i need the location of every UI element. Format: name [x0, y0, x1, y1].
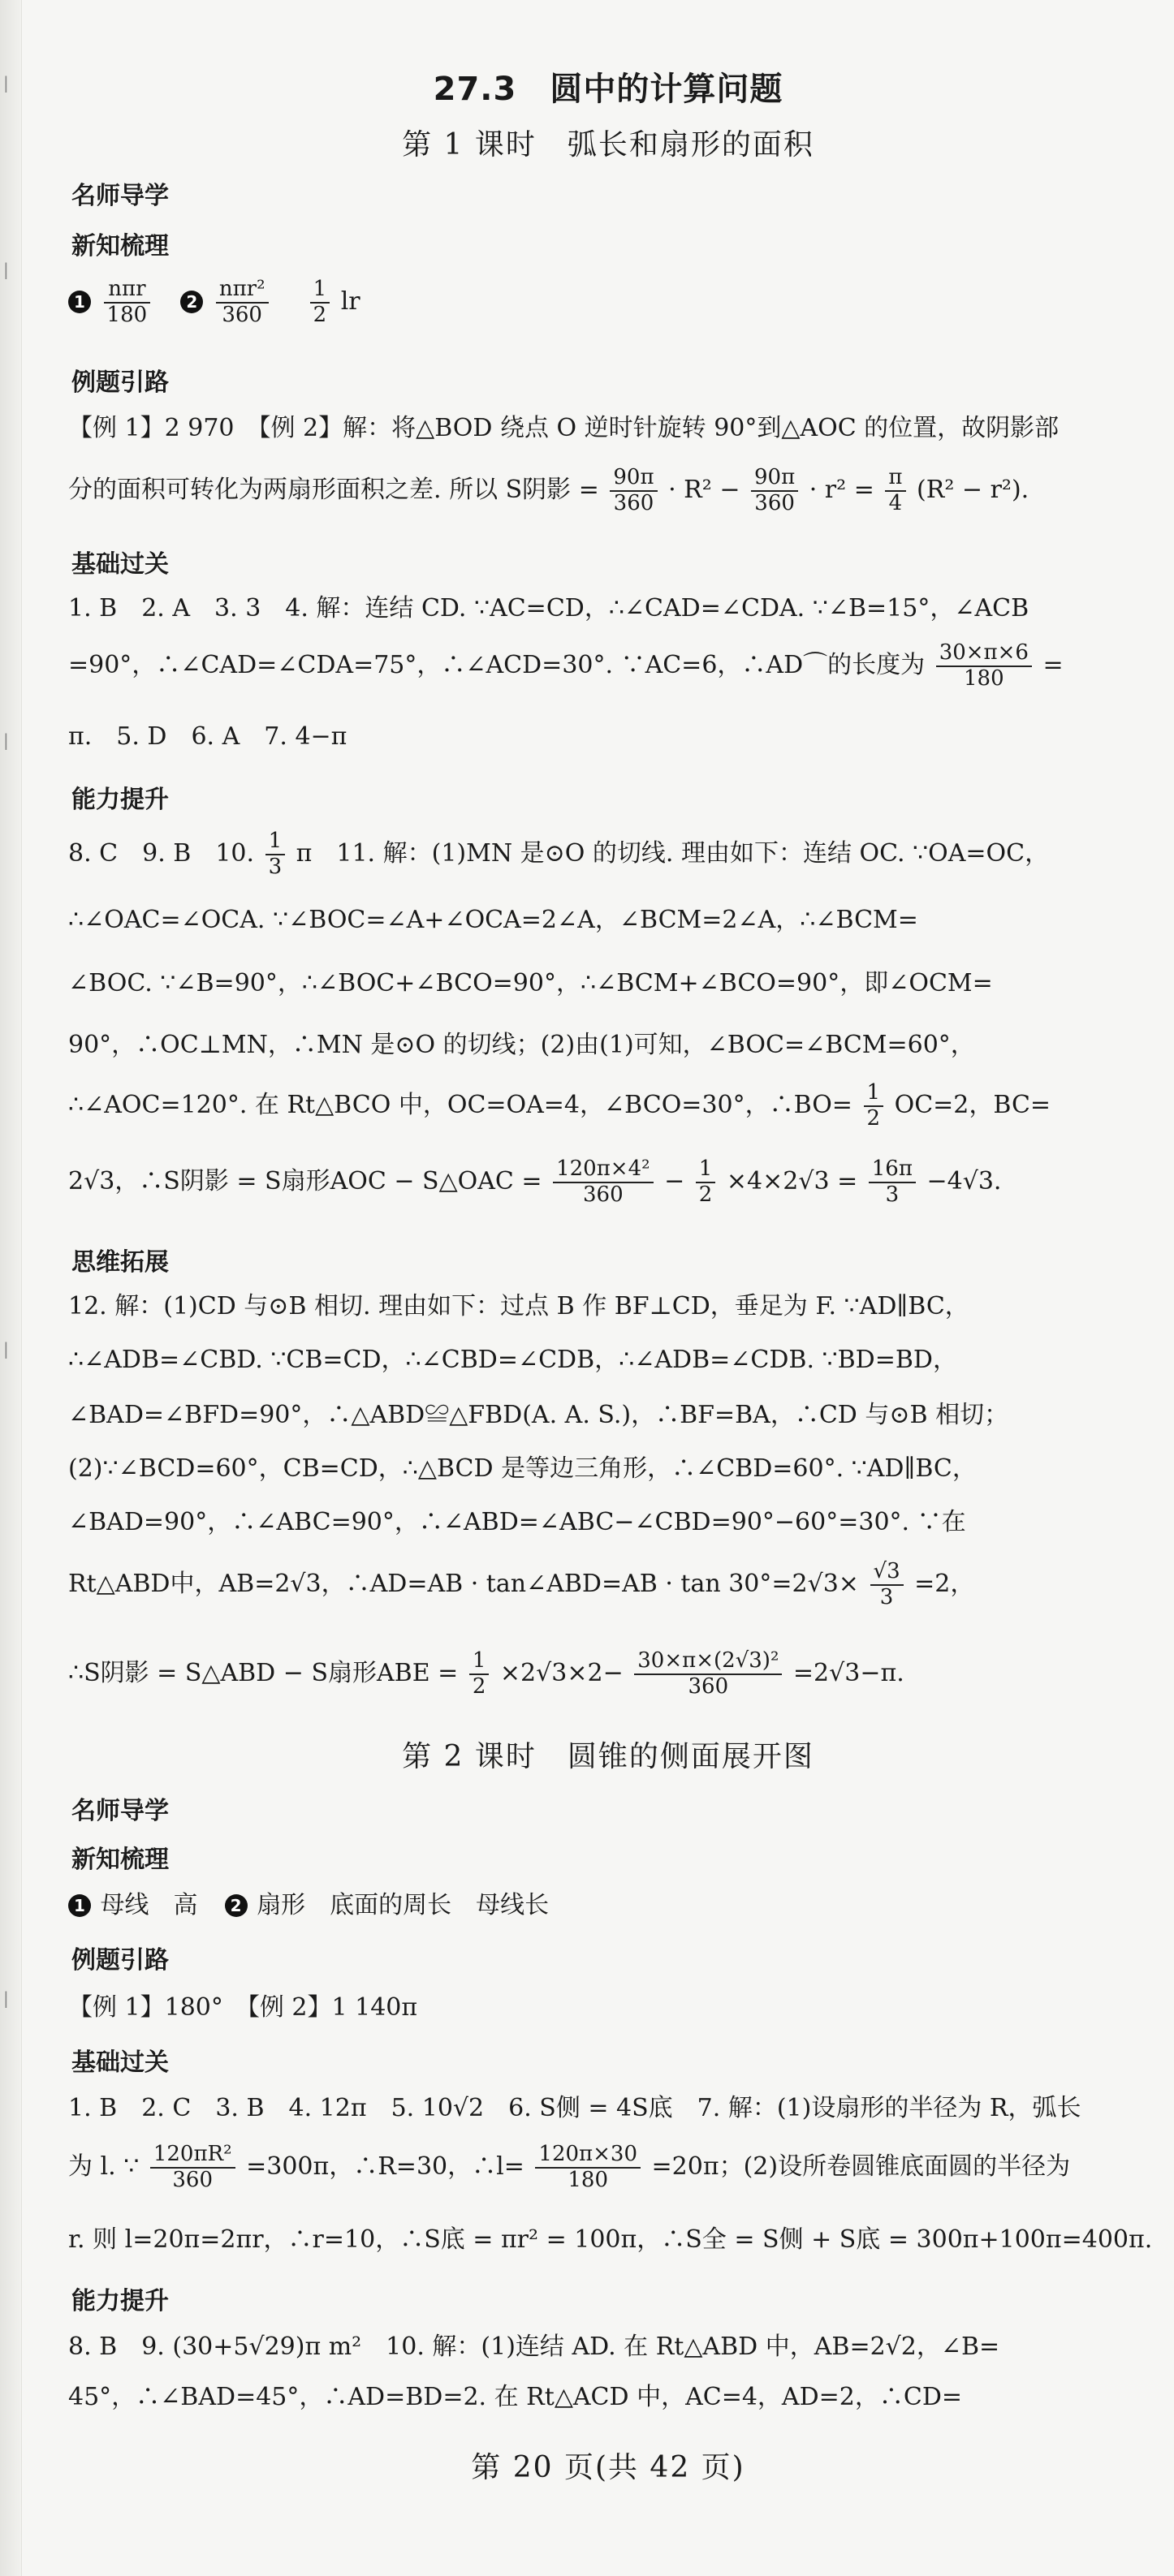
binding-mark: |: [3, 730, 9, 750]
binding-mark: |: [3, 260, 9, 279]
section-guide: 名师导学: [71, 182, 169, 210]
text-line: ∴∠ADB=∠CBD. ∵CB=CD，∴∠CBD=∠CDB，∴∠ADB=∠CDB. ∵BD=BD，: [68, 1346, 957, 1374]
section-example: 例题引路: [71, 368, 169, 397]
text-line: π. 5. D 6. A 7. 4−π: [68, 722, 347, 751]
number-badge: 2: [225, 1894, 248, 1917]
section-ability: 能力提升: [71, 2287, 169, 2315]
binding-mark: |: [3, 73, 9, 93]
text-line: ∴∠OAC=∠OCA. ∵∠BOC=∠A+∠OCA=2∠A，∠BCM=2∠A，∴∠BCM=: [68, 906, 918, 934]
text-line: ∠BOC. ∵∠B=90°，∴∠BOC+∠BCO=90°，∴∠BCM+∠BCO=90°，即∠OCM=: [68, 969, 993, 997]
text-line: r. 则 l=20π=2πr，∴r=10，∴S底 = πr² = 100π，∴S全 = S侧 + S底 = 300π+100π=400π.: [68, 2225, 1153, 2254]
text-line: 2√3，∴S阴影 = S扇形AOC − S△OAC = $\frac{\text{120π×4²}}{360}$ − $\frac{1}{2}$ ×4×2√3 = $\frac{16\pi}{3}$ −4√3.: [68, 1157, 1002, 1207]
section-extend: 思维拓展: [71, 1248, 169, 1277]
text-line: 【例 1】180° 【例 2】1 140π: [68, 1993, 418, 2022]
fraction: $\frac{\text{nπr²}}{360}$: [216, 278, 269, 328]
new-knowledge-items: 1 母线 高 2 扇形 底面的周长 母线长: [68, 1891, 1148, 1920]
text-segment: lr: [340, 286, 360, 316]
number-badge: 1: [68, 291, 91, 313]
text-line: Rt△ABD中，AB=2√3，∴AD=AB · tan∠ABD=AB · tan 30°=2√3× $\frac{√3}{3}$ =2，: [68, 1559, 975, 1609]
text-line: 【例 1】2 970 【例 2】解：将△BOD 绕点 O 逆时针旋转 90°到△AOC 的位置，故阴影部: [68, 414, 1060, 442]
document-page: [68, 57, 1153, 2557]
section-example: 例题引路: [71, 1946, 169, 1975]
section-new-knowledge: 新知梳理: [71, 232, 169, 261]
text-line: =90°，∴∠CAD=∠CDA=75°，∴∠ACD=30°. ∵AC=6，∴AD⌒的长度为 $\frac{30\times\pi\times 6}{180}$ =: [68, 640, 1064, 691]
text-line: 8. B 9. (30+5√29)π m² 10. 解：(1)连结 AD. 在 Rt△ABD 中，AB=2√2，∠B=: [68, 2333, 1000, 2361]
section-ability: 能力提升: [71, 786, 169, 814]
text-line: 1. B 2. A 3. 3 4. 解：连结 CD. ∵AC=CD，∴∠CAD=∠CDA. ∵∠B=15°，∠ACB: [68, 594, 1029, 622]
fraction: $\frac{1}{2}$: [310, 278, 330, 328]
section-basic: 基础过关: [71, 2048, 169, 2077]
number-badge: 2: [180, 291, 203, 313]
text-line: (2)∵∠BCD=60°，CB=CD，∴△BCD 是等边三角形，∴∠CBD=60°. ∵AD∥BC，: [68, 1454, 977, 1483]
fraction: $\frac{\text{nπr}}{180}$: [104, 278, 151, 328]
binding-mark: |: [3, 1339, 9, 1359]
binding-strip: [0, 0, 22, 2576]
text-line: 8. C 9. B 10. $\frac{1}{3}$ π 11. 解：(1)MN 是⊙O 的切线. 理由如下：连结 OC. ∵OA=OC，: [68, 829, 1050, 879]
text-line: ∴S阴影 = S△ABD − S扇形ABE = $\frac{1}{2}$ ×2√3×2− $\frac{\text{30×π×(2√3)²}}{360}$ =2√3−π.: [68, 1648, 904, 1699]
lesson-2-title: 第 2 课时 圆锥的侧面展开图: [402, 1740, 814, 1773]
text-line: 45°，∴∠BAD=45°，∴AD=BD=2. 在 Rt△ACD 中，AC=4，AD=2，∴CD=: [68, 2383, 963, 2411]
lesson-1-title: 第 1 课时 弧长和扇形的面积: [402, 128, 814, 162]
text-line: 分的面积可转化为两扇形面积之差. 所以 S阴影 = $\frac{90\pi}{360}$ · R² − $\frac{90\pi}{360}$ · r² = $\frac{\pi}{4}$ (R² − r²).: [68, 465, 1029, 515]
page-footer: 第 20 页(共 42 页): [471, 2451, 745, 2484]
text-line: ∠BAD=∠BFD=90°，∴△ABD≌△FBD(A. A. S.)，∴BF=BA，∴CD 与⊙B 相切；: [68, 1401, 1009, 1429]
number-badge: 1: [68, 1894, 91, 1917]
text-line: ∠BAD=90°，∴∠ABC=90°，∴∠ABD=∠ABC−∠CBD=90°−60°=30°. ∵在: [68, 1508, 966, 1536]
chapter-title: 27.3 圆中的计算问题: [433, 71, 783, 108]
section-guide: 名师导学: [71, 1797, 169, 1825]
text-line: 12. 解：(1)CD 与⊙B 相切. 理由如下：过点 B 作 BF⊥CD，垂足为 F. ∵AD∥BC，: [68, 1292, 969, 1320]
text-line: ∴∠AOC=120°. 在 Rt△BCO 中，OC=OA=4，∠BCO=30°，∴BO= $\frac{1}{2}$ OC=2，BC=: [68, 1080, 1051, 1131]
text-line: 为 l. ∵ $\frac{\text{120πR²}}{360}$ =300π，∴R=30，∴l= $\frac{120\pi\times 30}{180}$ =20π；(2)设所卷圆锥底面圆的半径为: [68, 2142, 1071, 2192]
section-basic: 基础过关: [71, 550, 169, 579]
new-knowledge-formulas: [68, 278, 1148, 328]
binding-mark: |: [3, 1988, 9, 2008]
text-line: 1. B 2. C 3. B 4. 12π 5. 10√2 6. S侧 = 4S底 7. 解：(1)设扇形的半径为 R，弧长: [68, 2094, 1081, 2122]
text-line: 90°，∴OC⊥MN，∴MN 是⊙O 的切线；(2)由(1)可知，∠BOC=∠BCM=60°，: [68, 1031, 975, 1059]
section-new-knowledge: 新知梳理: [71, 1846, 169, 1874]
